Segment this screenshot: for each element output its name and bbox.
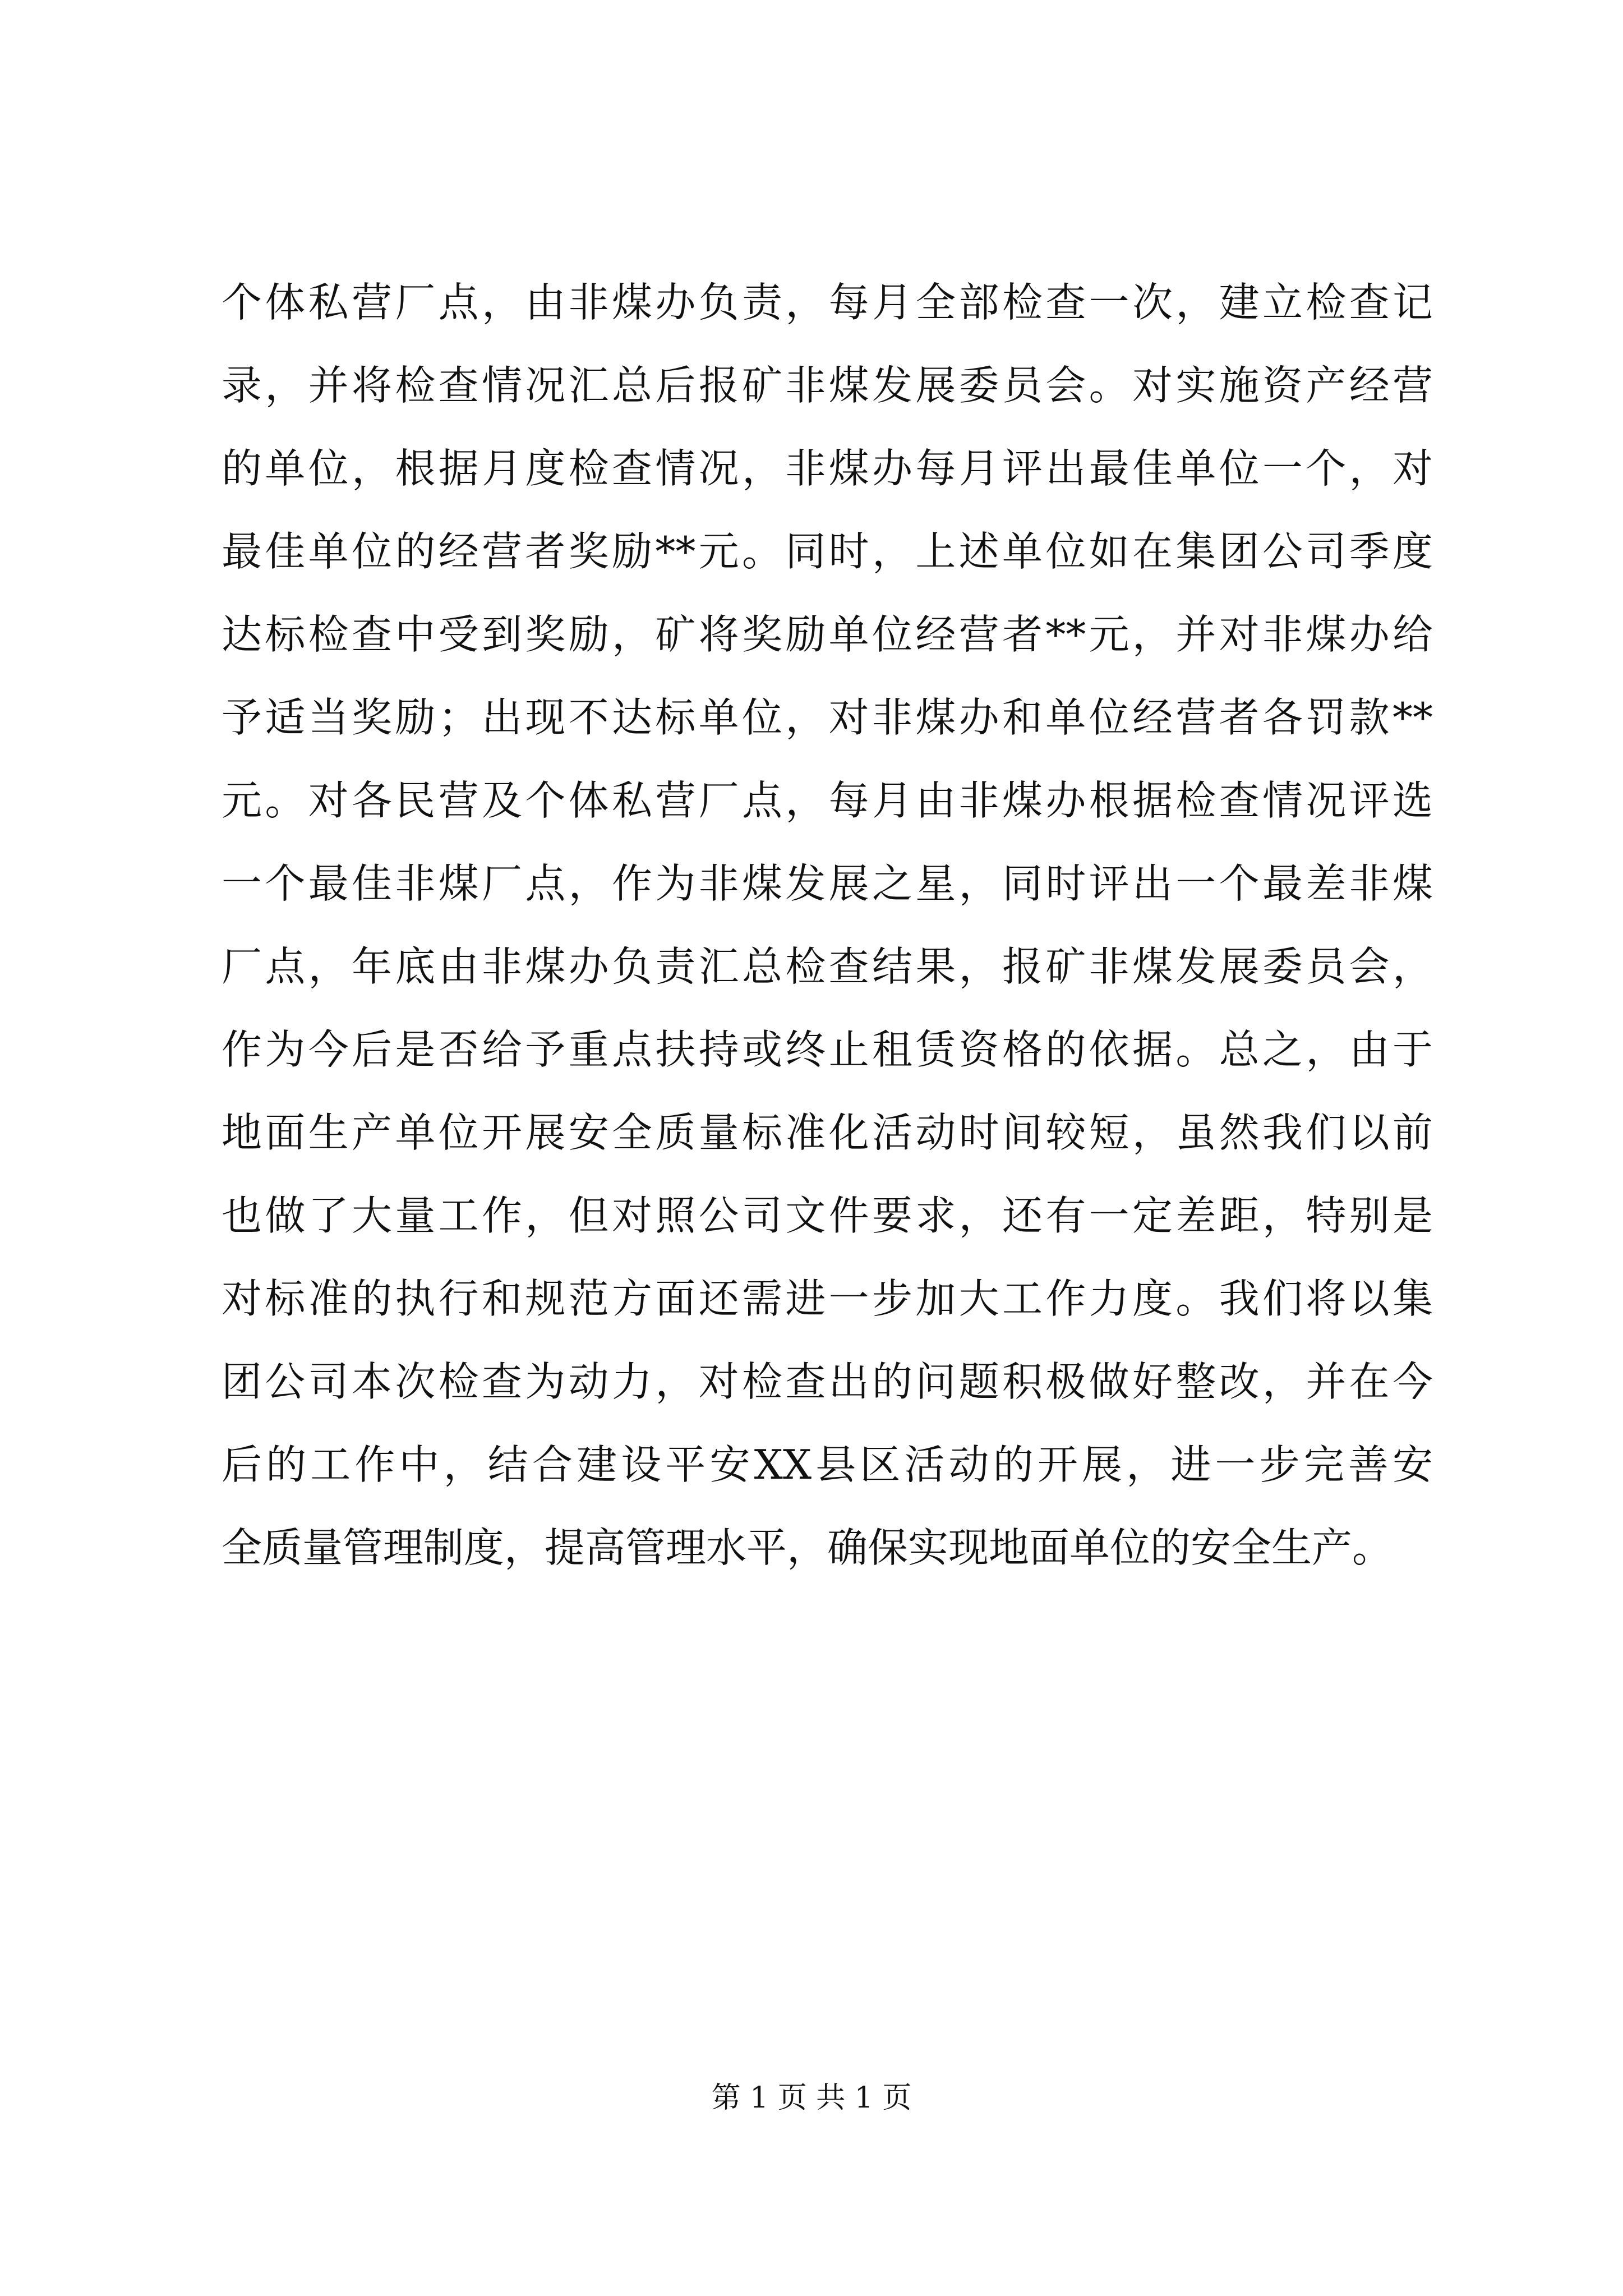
page-number-footer: 第 1 页 共 1 页 [711, 2081, 912, 2115]
paragraph-line-2: 录，并将检查情况汇总后报矿非煤发展委员会。对实施资产经营 [222, 362, 1433, 409]
paragraph-line-16: 全质量管理制度，提高管理水平，确保实现地面单位的安全生产。 [222, 1524, 1393, 1571]
paragraph-line-4: 最佳单位的经营者奖励**元。同时，上述单位如在集团公司季度 [222, 528, 1433, 575]
paragraph-line-13: 对标准的执行和规范方面还需进一步加大工作力度。我们将以集 [222, 1275, 1433, 1322]
paragraph-line-6: 予适当奖励；出现不达标单位，对非煤办和单位经营者各罚款** [222, 694, 1433, 741]
paragraph-line-7: 元。对各民营及个体私营厂点，每月由非煤办根据检查情况评选 [222, 777, 1433, 824]
paragraph-line-11: 地面生产单位开展安全质量标准化活动时间较短，虽然我们以前 [222, 1109, 1433, 1156]
paragraph-line-8: 一个最佳非煤厂点，作为非煤发展之星，同时评出一个最差非煤 [222, 860, 1433, 907]
paragraph-line-3: 的单位，根据月度检查情况，非煤办每月评出最佳单位一个，对 [222, 445, 1433, 492]
paragraph-line-12: 也做了大量工作，但对照公司文件要求，还有一定差距，特别是 [222, 1192, 1433, 1239]
body-paragraph [222, 261, 1433, 1589]
paragraph-line-10: 作为今后是否给予重点扶持或终止租赁资格的依据。总之，由于 [222, 1026, 1433, 1073]
paragraph-line-14: 团公司本次检查为动力，对检查出的问题积极做好整改，并在今 [222, 1358, 1433, 1405]
paragraph-line-15: 后的工作中，结合建设平安XX县区活动的开展，进一步完善安 [222, 1441, 1433, 1488]
paragraph-line-5: 达标检查中受到奖励，矿将奖励单位经营者**元，并对非煤办给 [222, 611, 1433, 658]
paragraph-line-1: 个体私营厂点，由非煤办负责，每月全部检查一次，建立检查记 [222, 279, 1433, 326]
paragraph-line-9: 厂点，年底由非煤办负责汇总检查结果，报矿非煤发展委员会， [222, 943, 1433, 990]
